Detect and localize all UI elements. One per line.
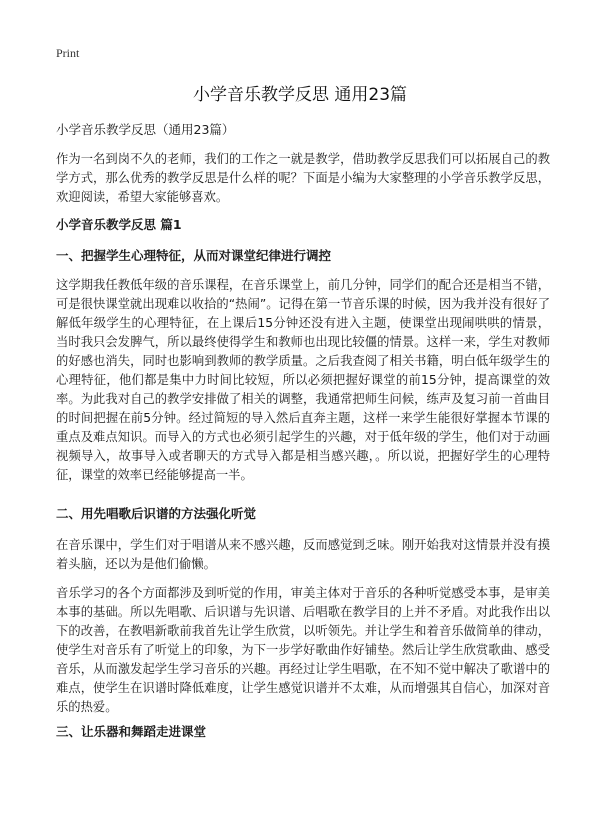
piece-heading: 小学音乐教学反思 篇1 <box>56 217 182 232</box>
section-1-paragraph: 这学期我任教低年级的音乐课程，在音乐课堂上，前几分钟，同学们的配合还是相当不错，可是很快课堂就出现难以收拾的“热闹”。记得在第一节音乐课的时候，因为我并没有很好了解低年级学生的心理特征，在上课后15分钟还没有进入主题，使课堂出现闹哄哄的情景，当时我只会发脾气，所以最终使得学生和教师也出现比较僵的情景。这样一来，学生对教师的好感也消失，同时也影响到教师的教学质量。之后我查阅了相关书籍，明白低年级学生的心理特征，他们都是集中力时间比较短，所以必须把握好课堂的前15分钟，提高课堂的效率。为此我对自己的教学安排做了相关的调整，我通常把师生问候，练声及复习前一首曲目的时间把握在前5分钟。经过简短的导入然后直奔主题，这样一来学生能很好掌握本节课的重点及难点知识。而导入的方式也必须引起学生的兴趣，对于低年级的学生，他们对于动画视频导入，故事导入或者聊天的方式导入都是相当感兴趣，。所以说，把握好学生的心理特征，课堂的效率已经能够提高一半。 <box>56 278 550 482</box>
intro-paragraph: 作为一名到岗不久的老师，我们的工作之一就是教学，借助教学反思我们可以拓展自己的教学方式，那么优秀的教学反思是什么样的呢？下面是小编为大家整理的小学音乐教学反思，欢迎阅读，希望大家能够喜欢。 <box>56 152 550 204</box>
section-heading-1: 一、把握学生心理特征，从而对课堂纪律进行调控 <box>56 248 332 263</box>
section-heading-2: 二、用先唱歌后识谱的方法强化听觉 <box>56 506 257 521</box>
section-2-paragraph-1: 在音乐课中，学生们对于唱谱从来不感兴趣，反而感觉到乏味。刚开始我对这情景并没有摸着头脑，还以为是他们偷懒。 <box>56 538 550 571</box>
document-subtitle: 小学音乐教学反思（通用23篇） <box>56 122 235 137</box>
section-heading-3: 三、让乐器和舞蹈走进课堂 <box>56 724 207 739</box>
print-label: Print <box>56 46 80 60</box>
section-2-paragraph-2: 音乐学习的各个方面都涉及到听觉的作用，审美主体对于音乐的各种听觉感受本事，是审美本事的基础。所以先唱歌、后识谱与先识谱、后唱歌在教学目的上并不矛盾。对此我作出以下的改善，在教唱新歌前我首先让学生欣赏，以听领先。并让学生和着音乐做简单的律动，使学生对音乐有了听觉上的印象，为下一步学好歌曲作好铺垫。然后让学生欣赏歌曲、感受音乐，从而激发起学生学习音乐的兴趣。再经过让学生唱歌，在不知不觉中解决了歌谱中的难点，使学生在识谱时降低难度，让学生感觉识谱并不太难，从而增强其自信心，加深对音乐的热爱。 <box>56 586 550 714</box>
document-title: 小学音乐教学反思 通用23篇 <box>192 85 408 105</box>
